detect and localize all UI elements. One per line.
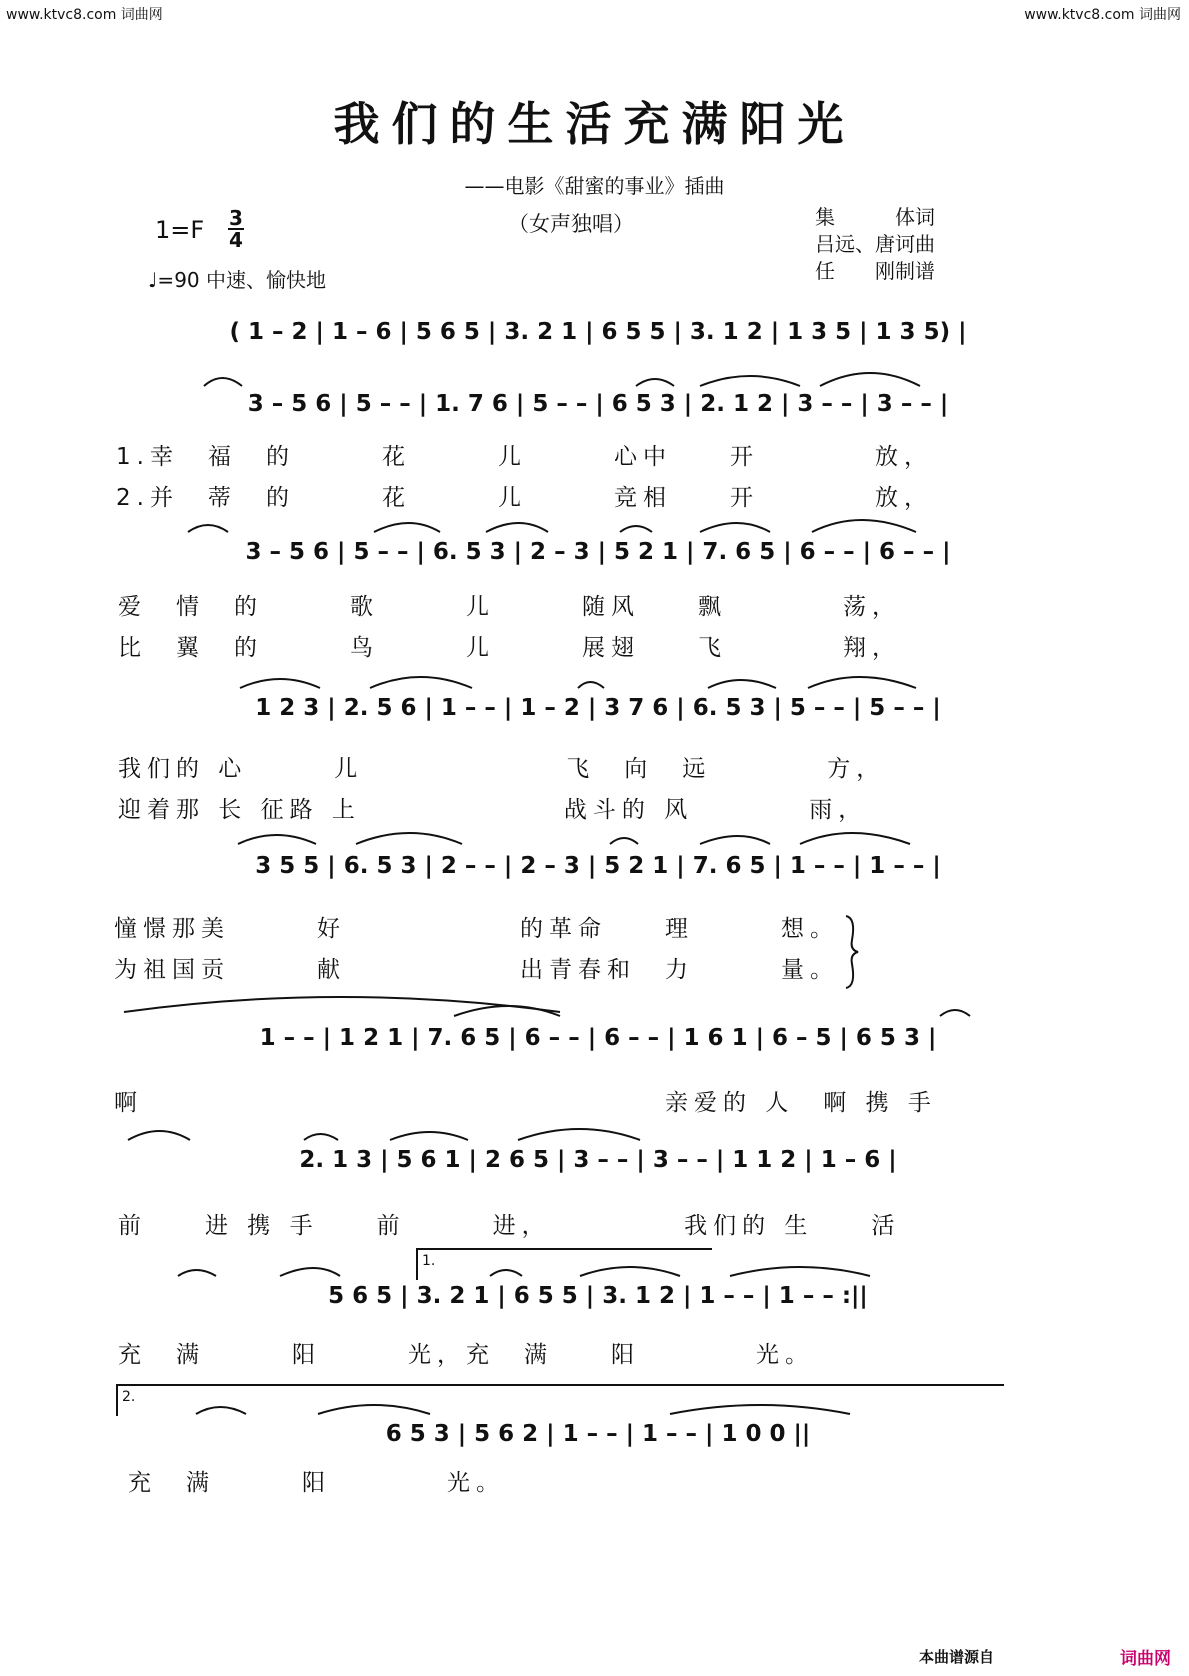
song-title: 我们的生活充满阳光 xyxy=(333,97,856,151)
lyric-line: 比 翼 的 鸟 儿 展翅 飞 翔， xyxy=(118,635,901,661)
lyric-line: 为祖国贡 献 出青春和 力 量。 xyxy=(114,957,839,983)
lyric-line: 啊 亲爱的 人 啊 携 手 xyxy=(114,1090,937,1116)
lyric-line: 爱 情 的 歌 儿 随风 飘 荡， xyxy=(118,594,901,620)
time-sig-bottom: 4 xyxy=(229,228,243,252)
system-4 xyxy=(118,836,1078,896)
song-subtitle: ——电影《甜蜜的事业》插曲 xyxy=(464,174,725,198)
bracket xyxy=(846,916,858,988)
watermark-left: www.ktvc8.com 词曲网 xyxy=(6,7,163,23)
notes-row: 3 – 5 6 | 5 – – | 1. 7 6 | 5 – – | 6 5 3 | 2. 1 2 | 3 – – | 3 – – | xyxy=(247,391,949,417)
lyric-line: 充 满 阳 光。 xyxy=(128,1470,505,1496)
footer-brand-logo: 词曲网 xyxy=(1120,1649,1171,1669)
lyric-line: 憧憬那美 好 的革命 理 想。 xyxy=(114,916,839,942)
credit-music: 吕远、唐诃曲 xyxy=(815,232,935,256)
notes-row: 3 5 5 | 6. 5 3 | 2 – – | 2 – 3 | 5 2 1 | 7. 6 5 | 1 – – | 1 – – | xyxy=(255,853,941,879)
credit-arranger: 任 刚制谱 xyxy=(815,259,935,283)
lyric-line: 充 满 阳 光，充 满 阳 光。 xyxy=(118,1342,814,1368)
time-signature xyxy=(228,208,244,250)
system-8 xyxy=(118,1404,1078,1464)
system-5 xyxy=(118,1008,1078,1068)
lyric-line: 迎着那 长 征路 上 战斗的 风 雨， xyxy=(118,797,868,823)
credit-lyrics: 集 体词 xyxy=(815,205,935,229)
notes-row: 1 2 3 | 2. 5 6 | 1 – – | 1 – 2 | 3 7 6 | 6. 5 3 | 5 – – | 5 – – | xyxy=(255,695,941,721)
performance-note: （女声独唱） xyxy=(508,212,634,236)
lyric-line: 前 进 携 手 前 进， 我们的 生 活 xyxy=(118,1213,901,1239)
lyric-line: 2.并 蒂 的 花 儿 竞相 开 放， xyxy=(116,485,933,511)
notes-row: 1 – – | 1 2 1 | 7. 6 5 | 6 – – | 6 – – | 1 6 1 | 6 – 5 | 6 5 3 | xyxy=(259,1025,937,1051)
volta-second-label: 2. xyxy=(122,1389,136,1405)
system-3 xyxy=(118,678,1078,738)
time-sig-top: 3 xyxy=(229,206,243,230)
notes-row: 3 – 5 6 | 5 – – | 6. 5 3 | 2 – 3 | 5 2 1 | 7. 6 5 | 6 – – | 6 – – | xyxy=(245,539,951,565)
system-6 xyxy=(118,1130,1078,1190)
key-signature xyxy=(155,216,204,244)
system-intro xyxy=(118,302,1078,362)
lyric-line: 我们的 心 儿 飞 向 远 方， xyxy=(118,756,886,782)
footer-source: 本曲谱源自 xyxy=(918,1648,994,1666)
system-7 xyxy=(118,1266,1078,1326)
tempo-mark: ♩=90 中速、愉快地 xyxy=(148,268,326,292)
system-1 xyxy=(118,374,1078,434)
volta-first-label: 1. xyxy=(422,1253,436,1269)
system-2 xyxy=(118,522,1078,582)
watermark-right: www.ktvc8.com 词曲网 xyxy=(1024,7,1181,23)
notes-row: ( 1 – 2 | 1 – 6 | 5 6 5 | 3. 2 1 | 6 5 5 | 3. 1 2 | 1 3 5 | 1 3 5) | xyxy=(229,319,967,345)
key-label: 1=F xyxy=(155,216,205,244)
notes-row: 6 5 3 | 5 6 2 | 1 – – | 1 – – | 1 0 0 || xyxy=(385,1421,811,1447)
notes-row: 2. 1 3 | 5 6 1 | 2 6 5 | 3 – – | 3 – – | 1 1 2 | 1 – 6 | xyxy=(299,1147,897,1173)
notes-row: 5 6 5 | 3. 2 1 | 6 5 5 | 3. 1 2 | 1 – – | 1 – – :|| xyxy=(328,1283,868,1309)
credits xyxy=(815,204,935,285)
lyric-line: 1.幸 福 的 花 儿 心中 开 放， xyxy=(116,444,933,470)
